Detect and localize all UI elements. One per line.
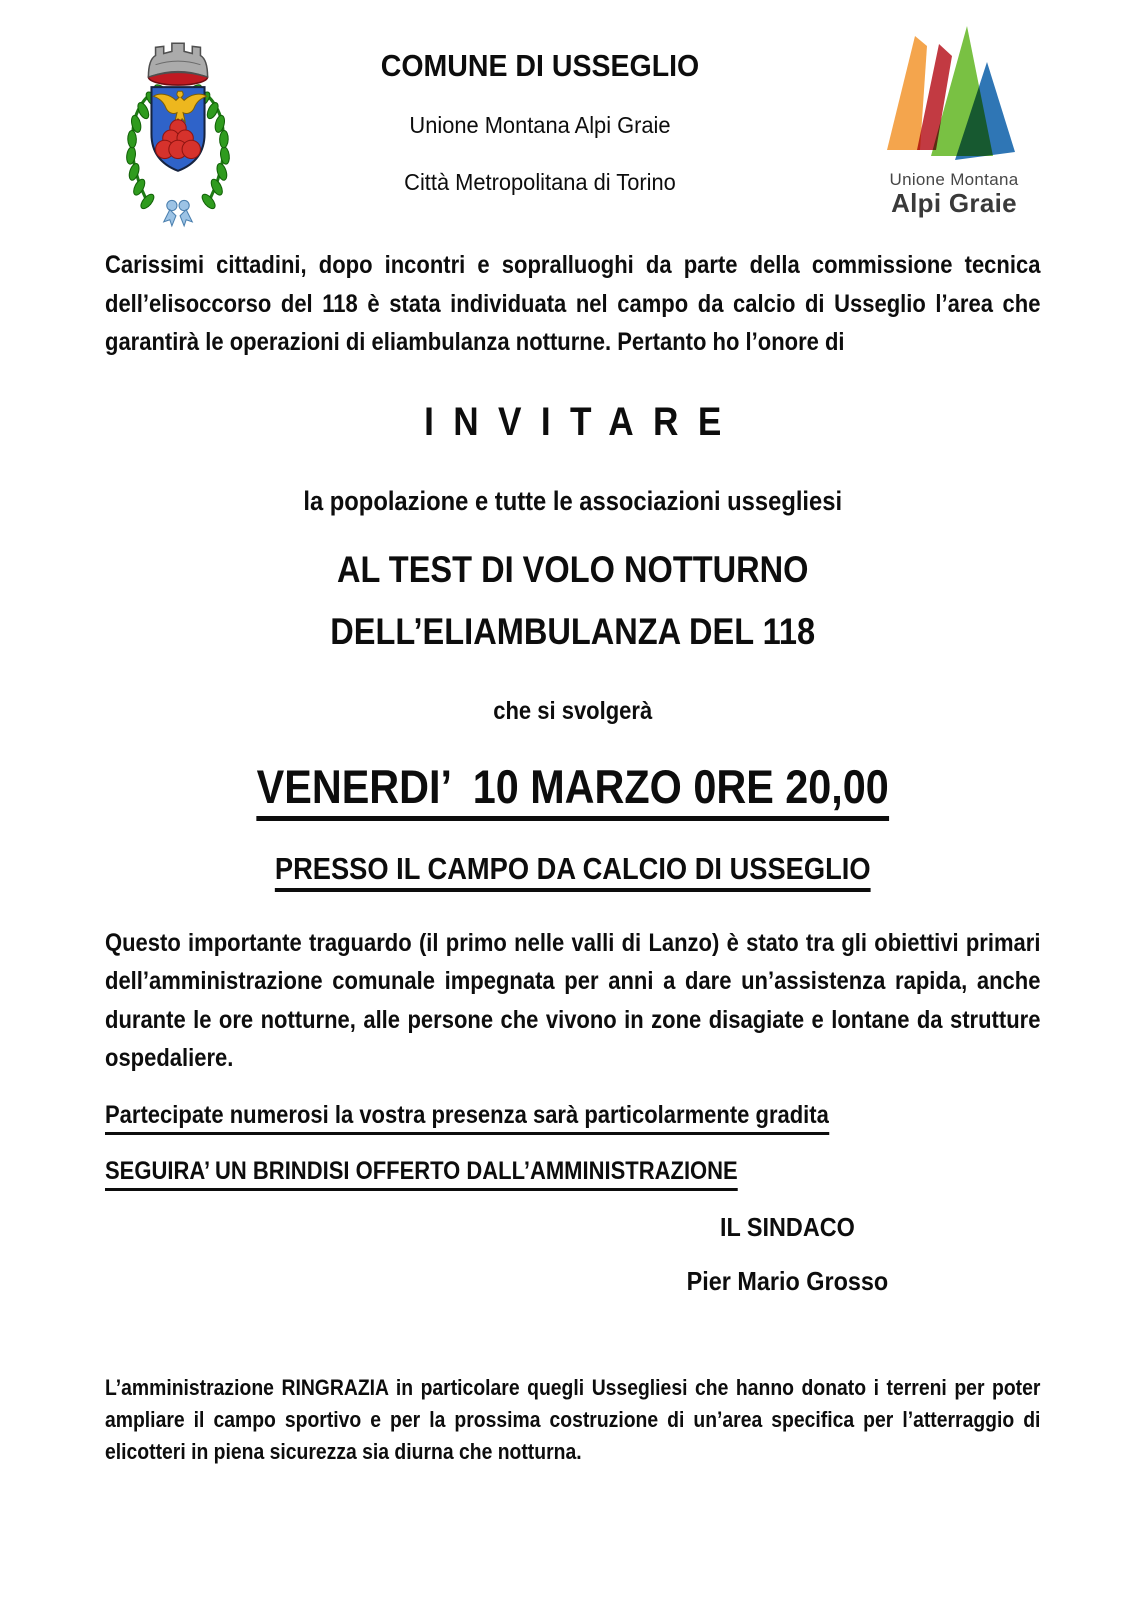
- event-date-line: [105, 759, 1040, 813]
- intro-paragraph: Carissimi cittadini, dopo incontri e sopralluoghi da parte della commissione tecnica dell’elisoccorso del 118 è stata individuata nel campo da calcio di Usseglio l’area che garantirà le operazioni di eliambulanza notturne. Pertanto ho l’onore di: [105, 251, 1041, 356]
- participation-text: Partecipate numerosi la vostra presenza sarà particolarmente gradita: [105, 1101, 829, 1135]
- alpi-graie-logo: [870, 24, 1038, 217]
- union-subtitle: Unione Montana Alpi Graie: [409, 112, 671, 138]
- event-title-line2: DELL’ELIAMBULANZA DEL 118: [330, 610, 816, 652]
- letterhead-text: [140, 48, 940, 196]
- letter-body: [0, 232, 1040, 1468]
- schedule-intro-line: che si svolgerà: [493, 696, 653, 725]
- participation-line: [105, 1100, 1040, 1130]
- event-date-text: VENERDI’ 10 MARZO 0RE 20,00: [257, 760, 889, 821]
- invite-heading: INVITARE: [424, 399, 741, 444]
- logo-line-alpi-graie: Alpi Graie: [891, 188, 1017, 218]
- ribbon: [164, 200, 193, 226]
- signature-block: [560, 1212, 1014, 1296]
- logo-line-unione-montana: Unione Montana: [889, 170, 1019, 189]
- alpi-graie-mountains-icon: [879, 24, 1029, 164]
- metro-subtitle: Città Metropolitana di Torino: [404, 169, 676, 195]
- achievement-paragraph: Questo importante traguardo (il primo nelle valli di Lanzo) è stato tra gli obiettivi primari dell’amministrazione comunale impegnata per anni a dare un’assistenza rapida, anche durante le ore notturne, alle persone che vivono in zone disagiate e lontane da strutture ospedaliere.: [105, 928, 1041, 1072]
- toast-text: SEGUIRA’ UN BRINDISI OFFERTO DALL’AMMINISTRAZIONE: [105, 1157, 738, 1191]
- audience-line: la popolazione e tutte le associazioni ussegliesi: [303, 485, 843, 516]
- signature-role: IL SINDACO: [720, 1211, 855, 1242]
- event-place-text: PRESSO IL CAMPO DA CALCIO DI USSEGLIO: [275, 851, 871, 892]
- thanks-paragraph: L’amministrazione RINGRAZIA in particolare quegli Ussegliesi che hanno donato i terreni per poter ampliare il campo sportivo e per la prossima costruzione di un’area specifica per l’atterraggio di elicotteri in piena sicurezza sia diurna che notturna.: [105, 1374, 1041, 1464]
- event-title-line1: AL TEST DI VOLO NOTTURNO: [336, 548, 809, 590]
- event-place-line: [105, 852, 1040, 886]
- toast-line: [105, 1156, 1040, 1186]
- letterhead: [0, 0, 1131, 232]
- signature-name: Pier Mario Grosso: [686, 1265, 889, 1296]
- municipality-title: COMUNE DI USSEGLIO: [380, 48, 700, 83]
